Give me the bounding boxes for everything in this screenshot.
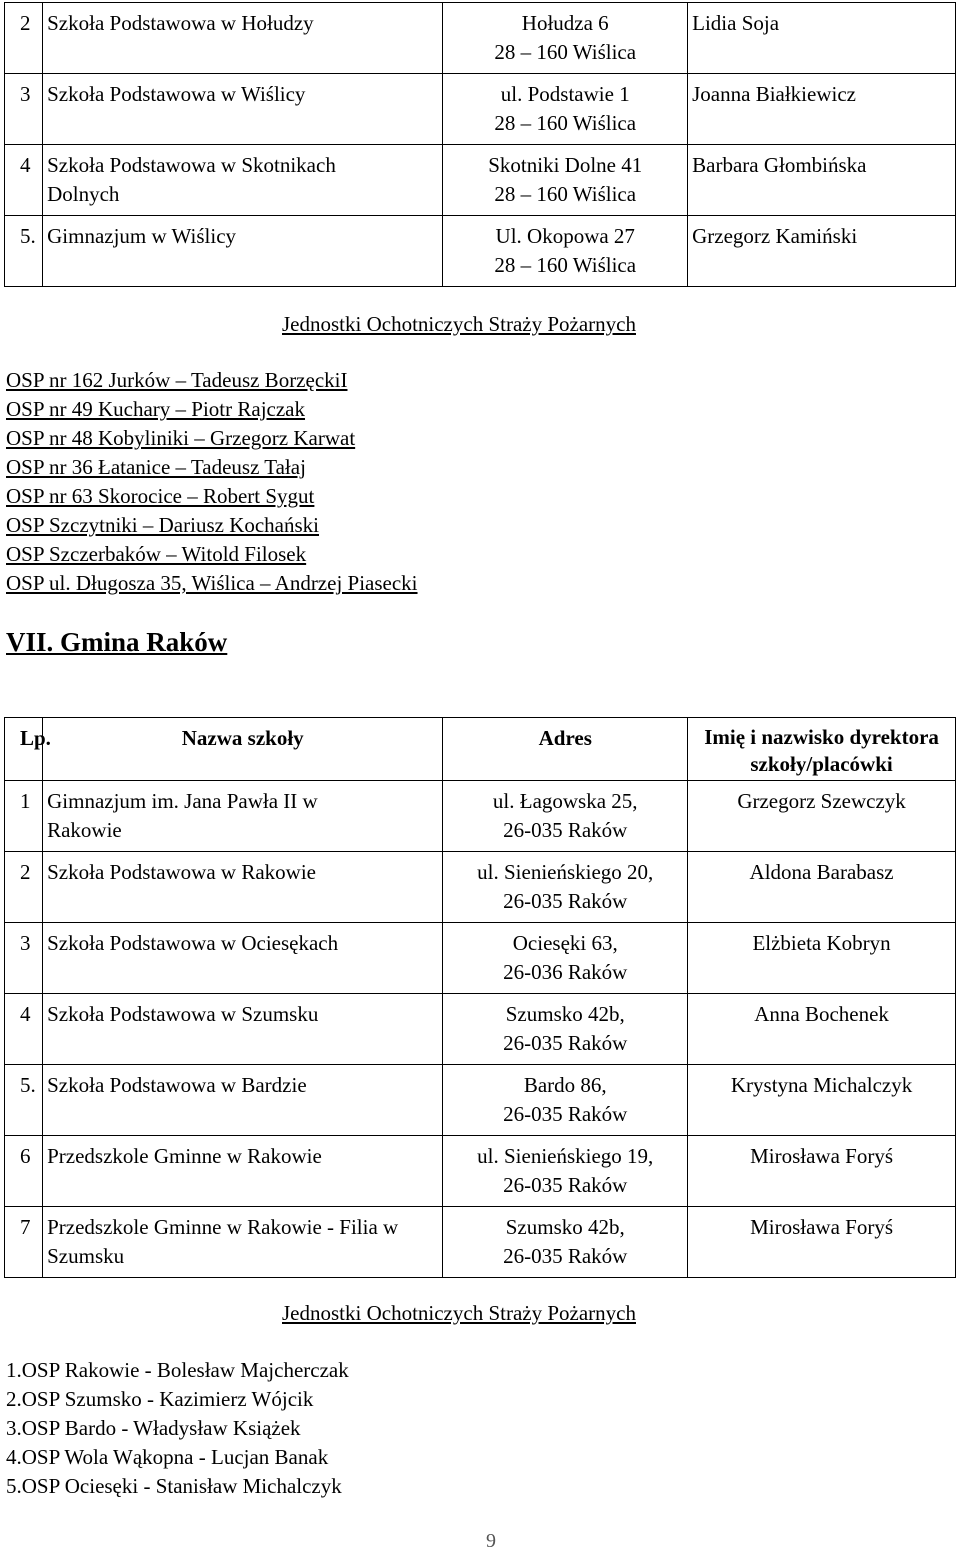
school-name-cell: Przedszkole Gminne w Rakowie (43, 1136, 443, 1207)
school-name-cell (43, 781, 443, 852)
director-cell: Aldona Barabasz (688, 852, 956, 923)
school-name-cell (43, 145, 443, 216)
list-item: OSP nr 63 Skorocice – Robert Sygut (6, 484, 315, 508)
table-row (5, 852, 956, 923)
address-line: 26-035 Raków (503, 818, 628, 842)
schools-table-wislica-body (5, 3, 956, 287)
director-cell: Barbara Głombińska (688, 145, 956, 216)
gmina-heading: VII. Gmina Raków (6, 627, 228, 657)
list-item: 3.OSP Bardo - Władysław Książek (6, 1416, 301, 1440)
lp-cell: 3 (5, 923, 43, 994)
school-name-line: Szkoła Podstawowa w Hołudzy (47, 11, 314, 35)
lp-cell: 1 (5, 781, 43, 852)
director-cell: Krystyna Michalczyk (688, 1065, 956, 1136)
address-line: 28 – 160 Wiślica (494, 40, 637, 64)
school-name-line: Gimnazjum w Wiślicy (47, 224, 237, 248)
table-row (5, 145, 956, 216)
header-address: Adres (443, 718, 688, 781)
lp-cell: 5. (5, 1065, 43, 1136)
school-name-line: Szkoła Podstawowa w Skotnikach (47, 153, 336, 177)
address-cell (443, 3, 688, 74)
address-line: 26-036 Raków (503, 960, 628, 984)
address-line: 26-035 Raków (503, 1102, 628, 1126)
lp-cell: 4 (5, 145, 43, 216)
address-line: 26-035 Raków (503, 1031, 628, 1055)
schools-table-rakow-body (5, 781, 956, 1278)
address-line: ul. Podstawie 1 (500, 82, 630, 106)
list-item: OSP Szczerbaków – Witold Filosek (6, 542, 307, 566)
address-cell (443, 1136, 688, 1207)
table-row (5, 781, 956, 852)
school-name-cell: Szkoła Podstawowa w Bardzie (43, 1065, 443, 1136)
address-line: 28 – 160 Wiślica (494, 253, 637, 277)
school-name-cell (43, 3, 443, 74)
director-cell: Joanna Białkiewicz (688, 74, 956, 145)
table-row (5, 1065, 956, 1136)
address-line: Hołudza 6 (521, 11, 609, 35)
school-name-cell (43, 74, 443, 145)
lp-cell: 4 (5, 994, 43, 1065)
osp-section-title: Jednostki Ochotniczych Straży Pożarnych (282, 1301, 636, 1325)
school-name-text: Gimnazjum im. Jana Pawła II w Rakowie (47, 789, 318, 842)
address-line: Szumsko 42b, (505, 1215, 625, 1239)
director-cell: Elżbieta Kobryn (688, 923, 956, 994)
address-cell (443, 852, 688, 923)
osp-list-rakow (6, 1356, 349, 1501)
lp-cell: 5. (5, 216, 43, 287)
list-item: OSP nr 36 Łatanice – Tadeusz Tałaj (6, 455, 306, 479)
lp-cell: 6 (5, 1136, 43, 1207)
address-line: Ociesęki 63, (512, 931, 618, 955)
schools-table-wislica (4, 2, 956, 287)
school-name-cell (43, 1207, 443, 1278)
address-cell (443, 145, 688, 216)
table-row (5, 1207, 956, 1278)
address-cell (443, 1065, 688, 1136)
address-line: 28 – 160 Wiślica (494, 182, 637, 206)
address-line: 28 – 160 Wiślica (494, 111, 637, 135)
lp-cell: 7 (5, 1207, 43, 1278)
header-director: Imię i nazwisko dyrektora szkoły/placówki (688, 718, 956, 781)
school-name-line: Szkoła Podstawowa w Wiślicy (47, 82, 306, 106)
school-name-cell: Szkoła Podstawowa w Ociesękach (43, 923, 443, 994)
list-item: OSP nr 48 Kobyliniki – Grzegorz Karwat (6, 426, 356, 450)
address-line: ul. Sienieńskiego 20, (477, 860, 654, 884)
list-item: OSP nr 49 Kuchary – Piotr Rajczak (6, 397, 306, 421)
director-cell: Grzegorz Szewczyk (688, 781, 956, 852)
address-line: 26-035 Raków (503, 1244, 628, 1268)
table-row (5, 216, 956, 287)
list-item: 5.OSP Ociesęki - Stanisław Michalczyk (6, 1474, 342, 1498)
school-name-line: Dolnych (47, 182, 120, 206)
address-line: ul. Łagowska 25, (492, 789, 638, 813)
table-row (5, 3, 956, 74)
director-cell: Lidia Soja (688, 3, 956, 74)
list-item: OSP Szczytniki – Dariusz Kochański (6, 513, 320, 537)
address-cell (443, 923, 688, 994)
header-row (5, 718, 956, 781)
address-line: Szumsko 42b, (505, 1002, 625, 1026)
school-name-cell: Szkoła Podstawowa w Szumsku (43, 994, 443, 1065)
director-cell: Mirosława Foryś (688, 1207, 956, 1278)
school-name-text: Przedszkole Gminne w Rakowie - Filia w Szumsku (47, 1215, 399, 1268)
table-header (5, 718, 956, 781)
school-name-cell (43, 216, 443, 287)
list-item: OSP ul. Długosza 35, Wiślica – Andrzej Piasecki (6, 571, 418, 595)
table-row (5, 923, 956, 994)
address-cell (443, 994, 688, 1065)
list-item: 4.OSP Wola Wąkopna - Lucjan Banak (6, 1445, 329, 1469)
page-number: 9 (486, 1530, 496, 1552)
table-row (5, 1136, 956, 1207)
osp-list-wislica (6, 366, 418, 598)
school-name-cell: Szkoła Podstawowa w Rakowie (43, 852, 443, 923)
address-line: ul. Sienieńskiego 19, (477, 1144, 654, 1168)
table-row (5, 994, 956, 1065)
header-name: Nazwa szkoły (43, 718, 443, 781)
address-line: 26-035 Raków (503, 1173, 628, 1197)
header-lp: Lp. (5, 718, 43, 781)
address-cell (443, 216, 688, 287)
director-cell: Anna Bochenek (688, 994, 956, 1065)
osp-section-title: Jednostki Ochotniczych Straży Pożarnych (282, 312, 636, 336)
list-item: 1.OSP Rakowie - Bolesław Majcherczak (6, 1358, 349, 1382)
address-line: 26-035 Raków (503, 889, 628, 913)
director-cell: Mirosława Foryś (688, 1136, 956, 1207)
address-cell (443, 74, 688, 145)
lp-cell: 2 (5, 852, 43, 923)
address-line: Skotniki Dolne 41 (488, 153, 643, 177)
table-row (5, 74, 956, 145)
address-line: Bardo 86, (523, 1073, 607, 1097)
schools-table-rakow (4, 717, 956, 1278)
address-cell (443, 781, 688, 852)
lp-cell: 3 (5, 74, 43, 145)
list-item: 2.OSP Szumsko - Kazimierz Wójcik (6, 1387, 314, 1411)
address-line: Ul. Okopowa 27 (495, 224, 635, 248)
list-item: OSP nr 162 Jurków – Tadeusz BorzęckiI (6, 368, 348, 392)
lp-cell: 2 (5, 3, 43, 74)
address-cell (443, 1207, 688, 1278)
director-cell: Grzegorz Kamiński (688, 216, 956, 287)
